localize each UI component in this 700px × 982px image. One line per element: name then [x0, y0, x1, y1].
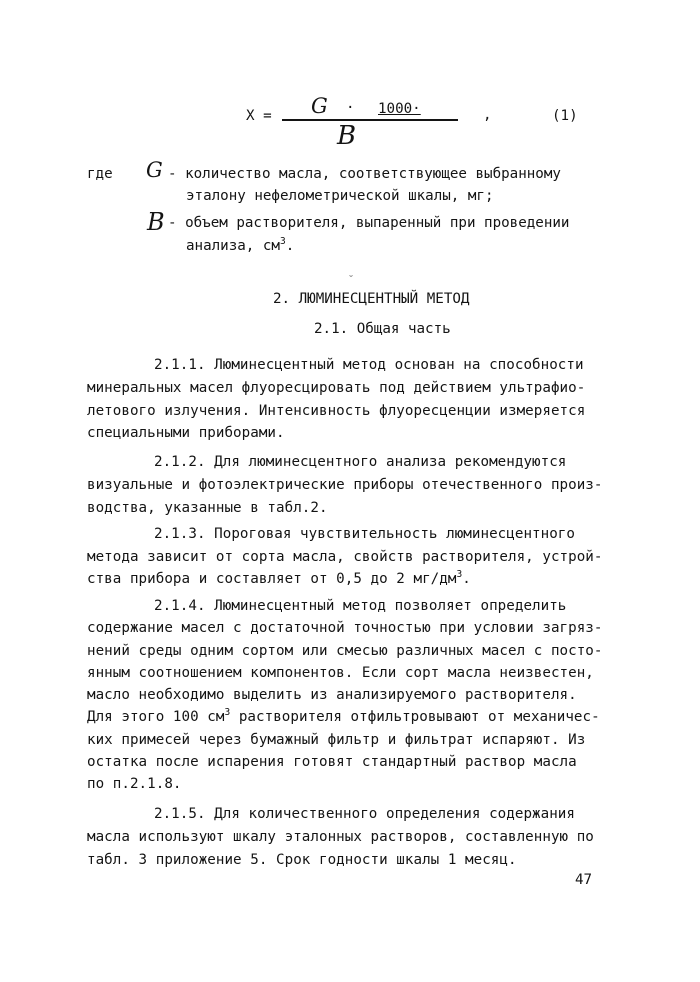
paragraph-2-1-5-line-1: 2.1.5. Для количественного определения содержания — [154, 806, 575, 822]
paragraph-2-1-4-line-6-a: Для этого 100 см — [87, 709, 225, 725]
definition-b-text-main: анализа, см — [186, 238, 280, 254]
fraction-bar — [282, 119, 458, 121]
paragraph-2-1-2-line-3: водства, указанные в табл.2. — [87, 500, 328, 516]
definition-symbol-b: B — [147, 208, 165, 236]
formula-numerator-dot: · — [346, 100, 355, 116]
paragraph-2-1-2-line-2: визуальные и фотоэлектрические приборы отечественного произ- — [87, 477, 603, 493]
definition-symbol-g: G — [146, 158, 163, 182]
definitions-where: где — [87, 166, 113, 182]
paragraph-2-1-4-line-2: содержание масел с достаточной точностью при условии загряз- — [87, 620, 603, 636]
paragraph-2-1-4-line-1: 2.1.4. Люминесцентный метод позволяет определить — [154, 598, 567, 614]
definition-g-text-line-1: - количество масла, соответствующее выбранному — [168, 166, 561, 182]
formula-numerator-const: 1000· — [378, 101, 421, 117]
paragraph-2-1-4-line-9: по п.2.1.8. — [87, 776, 182, 792]
paragraph-2-1-4-line-3: нений среды одним сортом или смесью различных масел с посто- — [87, 643, 603, 659]
paragraph-2-1-4-line-5: масло необходимо выделить из анализируемого растворителя. — [87, 687, 577, 703]
paragraph-2-1-4-line-6 — [87, 709, 600, 725]
section-title: 2. ЛЮМИНЕСЦЕНТНЫЙ МЕТОД — [273, 291, 470, 307]
paragraph-2-1-5-line-3: табл. 3 приложение 5. Срок годности шкалы 1 месяц. — [87, 852, 517, 868]
paragraph-2-1-3-line-3 — [87, 571, 471, 587]
definition-b-text-end: . — [285, 238, 295, 254]
paragraph-2-1-3-exponent: 3 — [456, 569, 463, 580]
paragraph-2-1-3-line-3-end: . — [462, 571, 471, 587]
paragraph-2-1-4-exponent: 3 — [224, 707, 231, 718]
section-subtitle: 2.1. Общая часть — [314, 321, 451, 337]
definition-b-text-line-1: - объем растворителя, выпаренный при проведении — [168, 215, 570, 231]
paragraph-2-1-5-line-2: масла используют шкалу эталонных растворов, составленную по — [87, 829, 594, 845]
formula-lhs: X = — [246, 108, 272, 124]
paragraph-2-1-3-line-1: 2.1.3. Пороговая чувствительность люминесцентного — [154, 526, 575, 542]
paragraph-2-1-3-line-2: метода зависит от сорта масла, свойств растворителя, устрой- — [87, 549, 603, 565]
formula-trailing-comma: , — [483, 107, 492, 123]
paragraph-2-1-4-line-6-b: растворителя отфильтровывают от механичес- — [230, 709, 600, 725]
paragraph-2-1-4-line-7: ких примесей через бумажный фильтр и фильтрат испаряют. Из — [87, 732, 586, 748]
paragraph-2-1-1-line-4: специальными приборами. — [87, 425, 285, 441]
definition-g-text-line-2: эталону нефелометрической шкалы, мг; — [186, 188, 494, 204]
formula-number: (1) — [552, 108, 578, 124]
paragraph-2-1-4-line-4: янным соотношением компонентов. Если сорт масла неизвестен, — [87, 665, 594, 681]
paragraph-2-1-4-line-8: остатка после испарения готовят стандартный раствор масла — [87, 754, 577, 770]
paragraph-2-1-1-line-3: летового излучения. Интенсивность флуоресценции измеряется — [87, 403, 586, 419]
paragraph-2-1-1-line-1: 2.1.1. Люминесцентный метод основан на способности — [154, 357, 584, 373]
formula-denominator-symbol-b: B — [337, 121, 357, 151]
paragraph-2-1-2-line-1: 2.1.2. Для люминесцентного анализа рекомендуются — [154, 454, 567, 470]
definition-b-unit-exponent: 3 — [279, 236, 286, 247]
paragraph-2-1-1-line-2: минеральных масел флуоресцировать под действием ультрафио- — [87, 380, 586, 396]
definition-b-text-line-2 — [186, 238, 294, 254]
heading-mark: ˘ — [348, 275, 355, 286]
formula-numerator-symbol-g: G — [311, 94, 328, 118]
paragraph-2-1-3-line-3-text: ства прибора и составляет от 0,5 до 2 мг/дм — [87, 571, 457, 587]
page-number: 47 — [575, 872, 593, 888]
